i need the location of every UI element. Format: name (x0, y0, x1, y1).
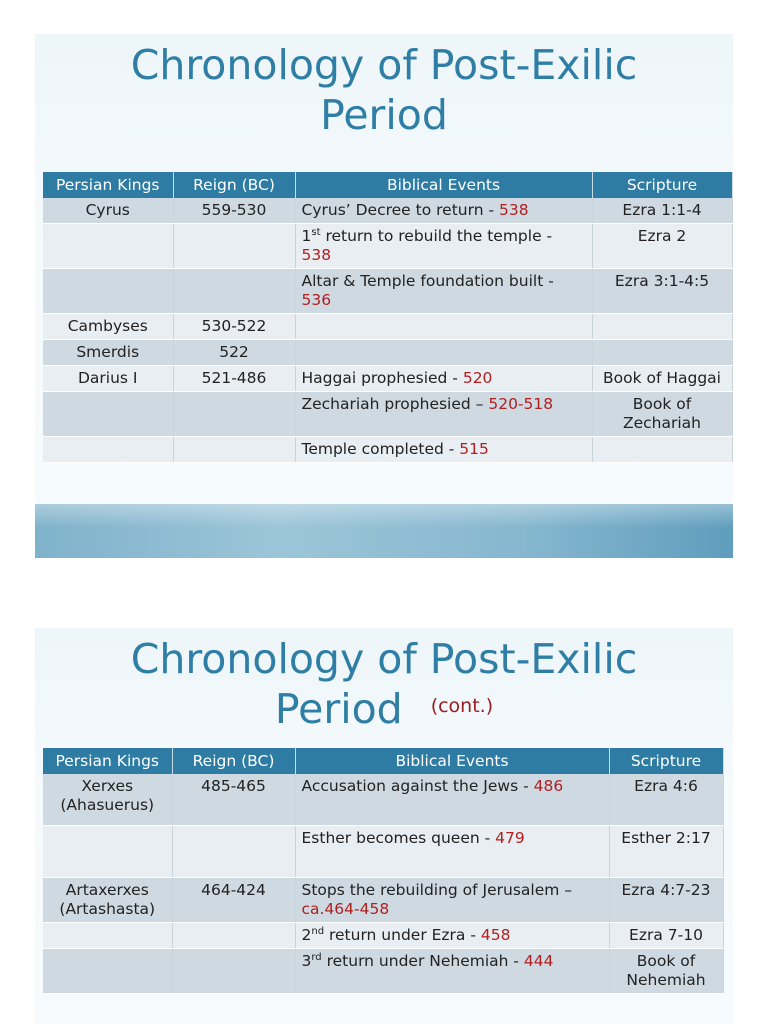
slide-footer-band-highlight (35, 504, 733, 528)
event-text: Zechariah prophesied – (301, 395, 489, 413)
event-date: 515 (459, 440, 489, 458)
scripture-cell (592, 314, 732, 340)
table-row (43, 198, 732, 224)
event-text-cont: return to rebuild the temple - (320, 227, 553, 245)
event-cell (295, 923, 609, 949)
scripture-cell: Ezra 2 (592, 224, 732, 269)
event-superscript: nd (311, 925, 325, 937)
event-cell (295, 224, 592, 269)
reign-cell (173, 269, 295, 314)
slide-1-title-line-1: Chronology of Post-Exilic (130, 41, 638, 89)
scripture-cell: Ezra 4:7-23 (609, 878, 723, 923)
table-header-row (43, 172, 732, 198)
slide-1-chronology-table (43, 172, 733, 463)
king-cell (43, 949, 172, 994)
table-row (43, 340, 732, 366)
event-text: 3 (301, 952, 312, 970)
table-row (43, 437, 732, 463)
reign-cell (173, 392, 295, 437)
event-text: Cyrus’ Decree to return - (301, 201, 499, 219)
reign-cell (172, 923, 295, 949)
slide-1-title-line-2: Period (320, 91, 448, 139)
king-cell (43, 923, 172, 949)
event-text-cont: return under Nehemiah - (321, 952, 524, 970)
slide-2-title-cont: (cont.) (430, 695, 494, 717)
scripture-cell: Ezra 3:1-4:5 (592, 269, 732, 314)
event-cell (295, 437, 592, 463)
table-row (43, 224, 732, 269)
event-date: 458 (480, 926, 511, 944)
table-row (43, 878, 723, 923)
event-date: ca.464-458 (301, 900, 390, 918)
scripture-cell: Ezra 7-10 (609, 923, 723, 949)
event-text: Esther becomes queen - (301, 829, 496, 847)
event-date: 536 (301, 291, 332, 309)
event-cell (295, 314, 592, 340)
event-text: Altar & Temple foundation built - (301, 272, 554, 290)
event-text: Temple completed - (301, 440, 460, 458)
event-date: 538 (301, 246, 332, 264)
table-row (43, 366, 732, 392)
event-date: 486 (533, 777, 564, 795)
header-persian-kings: Persian Kings (43, 748, 172, 774)
header-scripture: Scripture (609, 748, 723, 774)
event-cell (295, 392, 592, 437)
event-text: 2 (301, 926, 312, 944)
reign-cell: 485-465 (172, 774, 295, 826)
slide-1 (35, 34, 733, 558)
reign-cell: 522 (173, 340, 295, 366)
reign-cell (173, 437, 295, 463)
reign-cell: 530-522 (173, 314, 295, 340)
header-persian-kings: Persian Kings (43, 172, 173, 198)
event-superscript: st (311, 226, 321, 238)
king-cell (43, 826, 172, 878)
event-cell (295, 340, 592, 366)
event-cell (295, 826, 609, 878)
scripture-cell: Book of Haggai (592, 366, 732, 392)
table-row (43, 314, 732, 340)
table-row (43, 949, 723, 994)
table-row (43, 392, 732, 437)
king-cell (43, 224, 173, 269)
event-text: Haggai prophesied - (301, 369, 463, 387)
reign-cell: 521-486 (173, 366, 295, 392)
reign-cell (172, 826, 295, 878)
king-cell (43, 392, 173, 437)
event-cell (295, 198, 592, 224)
event-cell (295, 878, 609, 923)
reign-cell (173, 224, 295, 269)
event-text: Stops the rebuilding of Jerusalem – (301, 881, 573, 899)
table-row (43, 269, 732, 314)
event-date: 520 (462, 369, 493, 387)
header-biblical-events: Biblical Events (295, 748, 609, 774)
scripture-cell (592, 340, 732, 366)
slide-2-title (35, 634, 733, 737)
slide-1-title (35, 40, 733, 140)
king-cell: Artaxerxes (Artashasta) (43, 878, 172, 923)
event-date: 444 (523, 952, 554, 970)
event-cell (295, 949, 609, 994)
event-text: Accusation against the Jews - (301, 777, 534, 795)
event-date: 479 (495, 829, 525, 847)
scripture-cell: Ezra 1:1-4 (592, 198, 732, 224)
table-row (43, 774, 723, 826)
event-text-cont: return under Ezra - (324, 926, 481, 944)
event-cell (295, 366, 592, 392)
event-date: 538 (498, 201, 529, 219)
event-cell (295, 269, 592, 314)
slide-2-chronology-table (43, 748, 724, 994)
reign-cell: 464-424 (172, 878, 295, 923)
header-biblical-events: Biblical Events (295, 172, 592, 198)
slide-2 (35, 628, 733, 1024)
king-cell: Cyrus (43, 198, 173, 224)
king-cell: Darius I (43, 366, 173, 392)
table-row (43, 826, 723, 878)
scripture-cell: Book of Zechariah (592, 392, 732, 437)
header-reign: Reign (BC) (173, 172, 295, 198)
king-cell: Smerdis (43, 340, 173, 366)
slide-2-title-line-1: Chronology of Post-Exilic (130, 635, 638, 683)
table-header-row (43, 748, 723, 774)
event-cell (295, 774, 609, 826)
header-scripture: Scripture (592, 172, 732, 198)
scripture-cell: Ezra 4:6 (609, 774, 723, 826)
event-superscript: rd (311, 951, 322, 963)
slide-2-title-line-2: Period (274, 685, 403, 733)
king-cell: Cambyses (43, 314, 173, 340)
table-row (43, 923, 723, 949)
reign-cell: 559-530 (173, 198, 295, 224)
king-cell (43, 269, 173, 314)
event-text: 1 (301, 227, 312, 245)
scripture-cell: Esther 2:17 (609, 826, 723, 878)
king-cell (43, 437, 173, 463)
scripture-cell (592, 437, 732, 463)
header-reign: Reign (BC) (172, 748, 295, 774)
event-date: 520-518 (488, 395, 554, 413)
scripture-cell: Book of Nehemiah (609, 949, 723, 994)
king-cell: Xerxes (Ahasuerus) (43, 774, 172, 826)
reign-cell (172, 949, 295, 994)
